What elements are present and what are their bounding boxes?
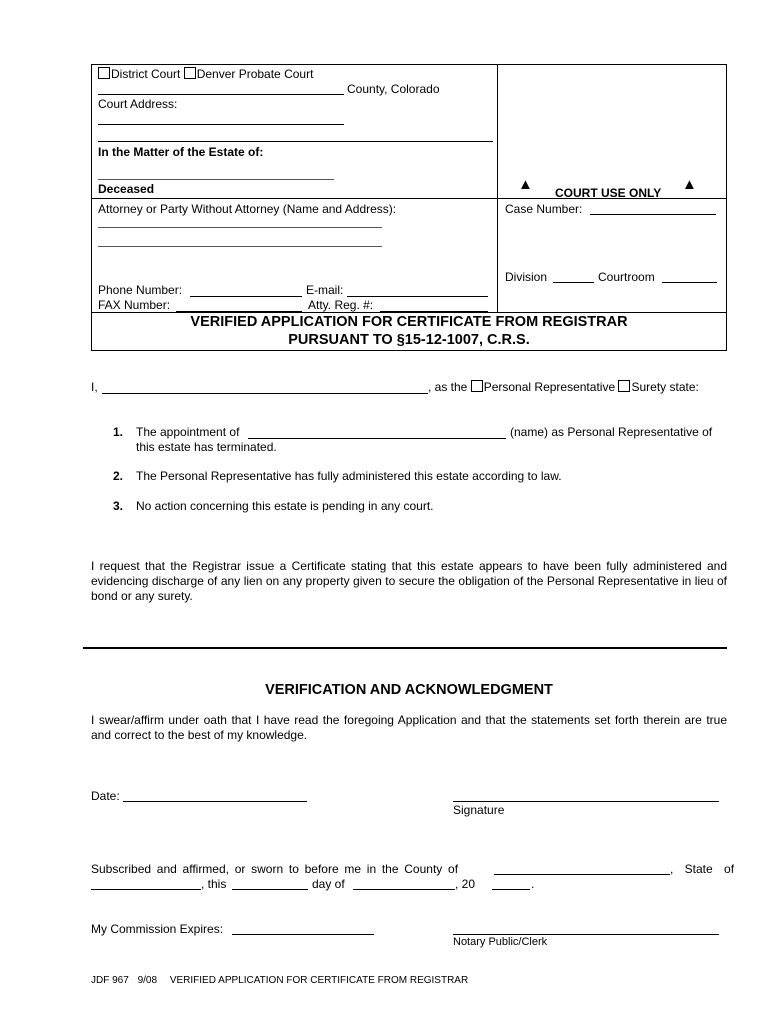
state-of-text: , State of: [670, 862, 735, 876]
this-text: , this: [201, 877, 227, 891]
notary-day-input-line[interactable]: [232, 889, 308, 890]
surety-checkbox[interactable]: [618, 380, 630, 392]
notary-county-input-line[interactable]: [494, 874, 670, 875]
caption-divider-title: [91, 312, 727, 313]
fax-input-line[interactable]: [176, 311, 302, 312]
item-2-number: 2.: [113, 469, 124, 483]
footer-code: JDF 967: [91, 975, 129, 986]
division-input-line[interactable]: [553, 282, 594, 283]
year-prefix-text: , 20: [455, 877, 476, 891]
item-1-text-a: The appointment of: [136, 425, 240, 439]
phone-label: Phone Number:: [98, 283, 183, 297]
notary-year-input-line[interactable]: [492, 889, 530, 890]
atty-reg-label: Atty. Reg. #:: [308, 298, 374, 312]
surety-label: Surety state:: [631, 380, 699, 394]
verification-separator: [83, 647, 727, 649]
item-3-number: 3.: [113, 499, 124, 513]
request-paragraph: I request that the Registrar issue a Certificate stating that this estate appears to have been fully administered and evidencing discharge of any lien on any property given to secure the obligation of the Personal Representative in lieu of bond or any surety.: [91, 559, 727, 603]
case-number-label: Case Number:: [505, 202, 583, 216]
form-title-line-2: PURSUANT TO §15-12-1007, C.R.S.: [288, 332, 530, 348]
commission-label: My Commission Expires:: [91, 922, 224, 936]
oath-paragraph: I swear/affirm under oath that I have read the foregoing Application and that the statements set forth therein are true and correct to the best of my knowledge.: [91, 713, 727, 742]
personal-rep-checkbox[interactable]: [471, 380, 483, 392]
item-1-text-b: (name) as Personal Representative of: [510, 425, 713, 439]
court-use-only-label: COURT USE ONLY: [555, 186, 662, 200]
decedent-name-input-line[interactable]: [98, 179, 334, 180]
attorney-label: Attorney or Party Without Attorney (Name and Address):: [98, 202, 397, 216]
item-1-number: 1.: [113, 425, 124, 439]
notary-signature-input-line[interactable]: [453, 934, 719, 935]
matter-label: In the Matter of the Estate of:: [98, 145, 264, 159]
day-of-text: day of: [312, 877, 345, 891]
item-1-name-input-line[interactable]: [248, 438, 506, 439]
email-input-line[interactable]: [347, 296, 488, 297]
attorney-address-line-1[interactable]: [98, 227, 382, 228]
atty-reg-input-line[interactable]: [380, 311, 488, 312]
notary-label: Notary Public/Clerk: [453, 936, 548, 948]
district-court-checkbox[interactable]: [98, 67, 110, 79]
date-label: Date:: [91, 789, 120, 803]
subscribed-text: Subscribed and affirmed, or sworn to before me in the County of: [91, 862, 459, 876]
as-the-text: , as the: [428, 380, 468, 394]
court-checkboxes-row: [98, 67, 313, 81]
up-arrow-right-icon: ▲: [682, 176, 697, 193]
court-address-label: Court Address:: [98, 97, 178, 111]
deceased-label: Deceased: [98, 182, 155, 196]
county-label: County, Colorado: [347, 82, 440, 96]
footer-date: 9/08: [137, 975, 158, 986]
fax-label: FAX Number:: [98, 298, 171, 312]
signature-input-line[interactable]: [453, 801, 719, 802]
court-address-input-line[interactable]: [98, 124, 344, 125]
district-court-label: District Court: [111, 67, 181, 81]
item-3-text: No action concerning this estate is pending in any court.: [136, 499, 434, 513]
county-input-line[interactable]: [98, 94, 344, 95]
footer: [91, 975, 468, 986]
date-input-line[interactable]: [123, 801, 307, 802]
up-arrow-left-icon: ▲: [518, 176, 533, 193]
footer-title: VERIFIED APPLICATION FOR CERTIFICATE FROM REGISTRAR: [169, 975, 469, 986]
personal-rep-label: Personal Representative: [483, 380, 616, 394]
attorney-address-line-2[interactable]: [98, 246, 382, 247]
item-2-text: The Personal Representative has fully administered this estate according to law.: [136, 469, 562, 483]
statement-row: [428, 380, 699, 394]
division-label: Division: [505, 270, 548, 284]
courtroom-input-line[interactable]: [662, 282, 717, 283]
period-text: .: [531, 877, 535, 891]
courtroom-label: Courtroom: [598, 270, 655, 284]
applicant-name-input-line[interactable]: [102, 393, 428, 394]
verification-heading: VERIFICATION AND ACKNOWLEDGMENT: [265, 682, 553, 698]
denver-probate-checkbox[interactable]: [184, 67, 196, 79]
case-number-input-line[interactable]: [590, 214, 716, 215]
notary-month-input-line[interactable]: [353, 889, 455, 890]
signature-label: Signature: [453, 803, 505, 817]
denver-probate-label: Denver Probate Court: [196, 67, 314, 81]
commission-input-line[interactable]: [232, 934, 374, 935]
item-1-text-c: this estate has terminated.: [136, 440, 277, 454]
phone-input-line[interactable]: [190, 296, 302, 297]
matter-separator-line: [98, 141, 493, 142]
caption-divider-vertical: [497, 64, 498, 312]
email-label: E-mail:: [306, 283, 344, 297]
statement-prefix: I,: [91, 380, 98, 394]
notary-state-input-line[interactable]: [91, 889, 201, 890]
form-title-line-1: VERIFIED APPLICATION FOR CERTIFICATE FROM REGISTRAR: [190, 314, 628, 330]
